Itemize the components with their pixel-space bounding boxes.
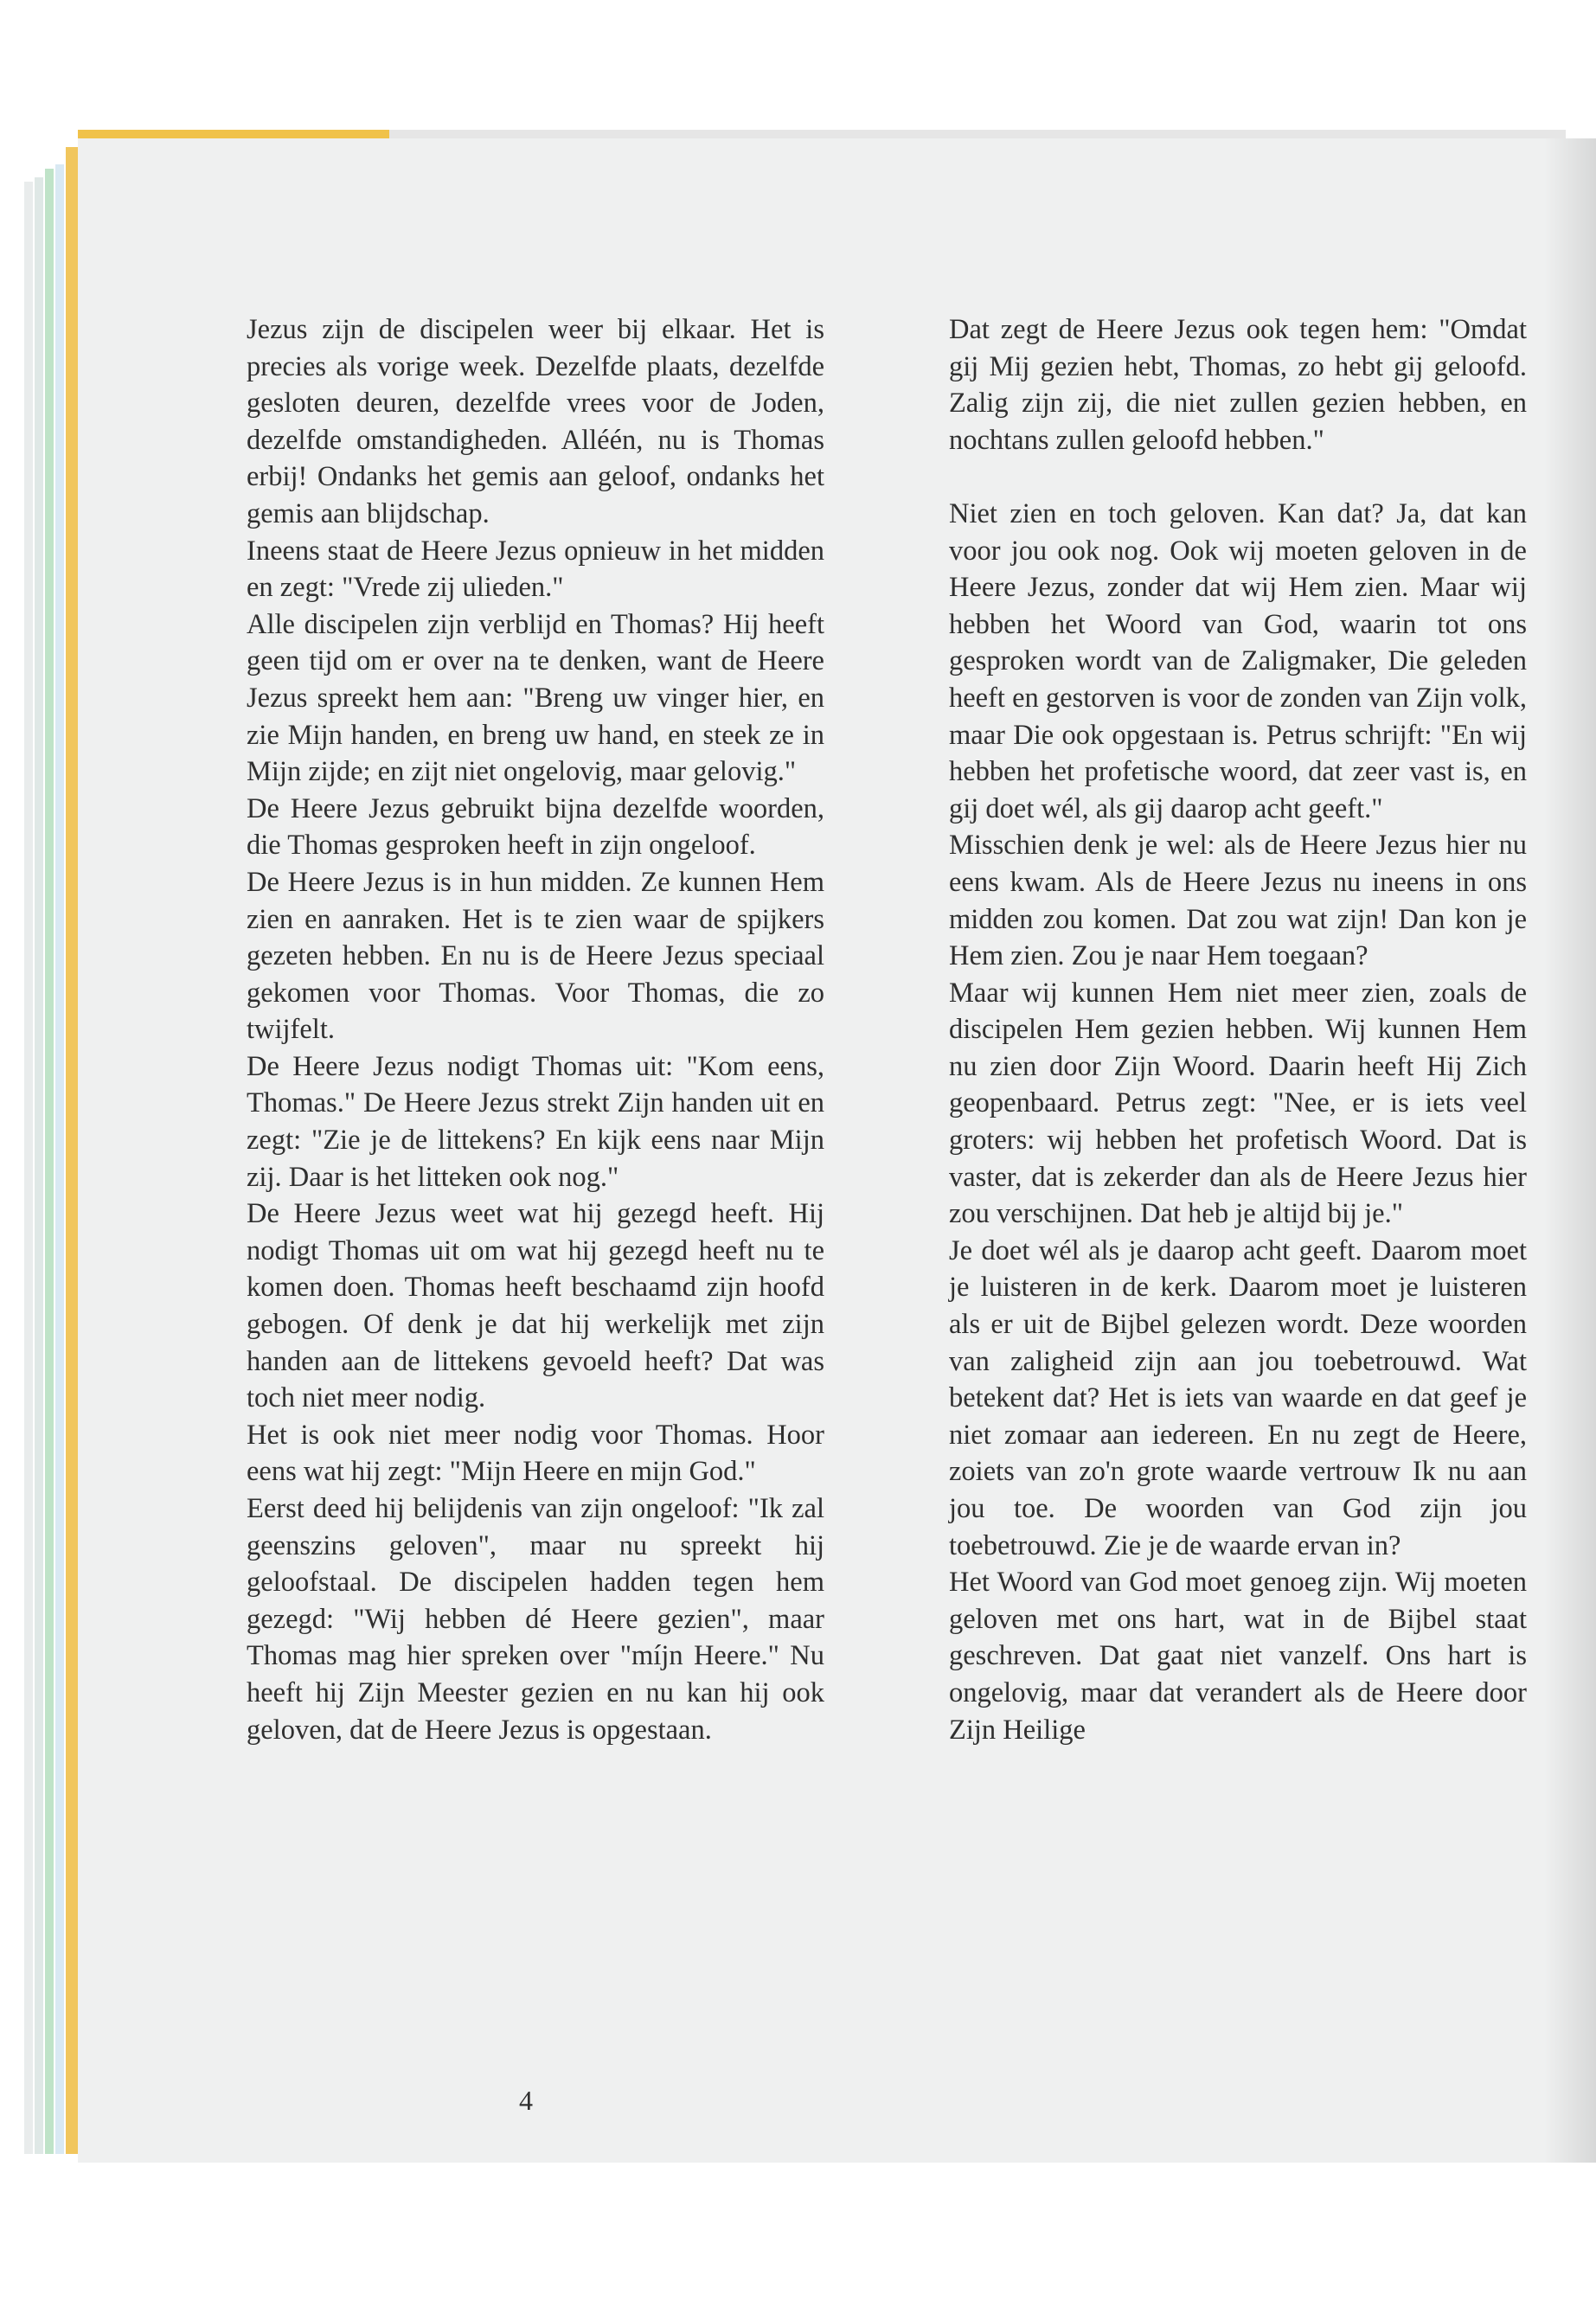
page-edge [45,169,54,2154]
paragraph: De Heere Jezus nodigt Thomas uit: "Kom eens, Thomas." De Heere Jezus strekt Zijn handen uit en zegt: "Zie je de littekens? En kijk eens naar Mijn zij. Daar is het litteken ook nog." [247,1050,824,1193]
paragraph: Ineens staat de Heere Jezus opnieuw in het midden en zegt: "Vrede zij ulieden." [247,535,824,604]
paragraph: Dat zegt de Heere Jezus ook tegen hem: "Omdat gij Mij gezien hebt, Thomas, zo hebt gij geloofd. Zalig zijn zij, die niet zullen gezien hebben, en nochtans zullen geloofd hebben." [949,314,1527,456]
paragraph: Eerst deed hij belijdenis van zijn ongeloof: "Ik zal geenszins geloven", maar nu spreekt hij geloofstaal. De discipelen hadden tegen hem gezegd: "Wij hebben dé Heere gezien", maar Thomas mag hier spreken over "míjn Heere." Nu heeft hij Zijn Meester gezien en nu kan hij ook geloven, dat de Heere Jezus is opgestaan. [247,1493,824,1746]
paragraph: Jezus zijn de discipelen weer bij elkaar. Het is precies als vorige week. Dezelfde plaats, dezelfde gesloten deuren, dezelfde vrees voor de Joden, dezelfde omstandigheden. Alléén, nu is Thomas erbij! Ondanks het gemis aan geloof, ondanks het gemis aan blijdschap. [247,314,824,529]
paragraph: De Heere Jezus weet wat hij gezegd heeft. Hij nodigt Thomas uit om wat hij gezegd heeft nu te komen doen. Thomas heeft beschaamd zijn hoofd gebogen. Of denk je dat hij werkelijk met zijn handen aan de littekens gevoeld heeft? Dat was toch niet meer nodig. [247,1198,824,1414]
page-edge [24,182,33,2154]
paragraph-gap [949,458,1527,496]
paragraph: De Heere Jezus is in hun midden. Ze kunnen Hem zien en aanraken. Het is te zien waar de spijkers gezeten hebben. En nu is de Heere Jezus speciaal gekomen voor Thomas. Voor Thomas, die zo twijfelt. [247,866,824,1046]
paragraph: Alle discipelen zijn verblijd en Thomas? Hij heeft geen tijd om er over na te denken, want de Heere Jezus spreekt hem aan: "Breng uw vinger hier, en zie Mijn handen, en breng uw hand, en steek ze in Mijn zijde; en zijt niet ongelovig, maar gelovig." [247,608,824,788]
paragraph: Het is ook niet meer nodig voor Thomas. Hoor eens wat hij zegt: "Mijn Heere en mijn God." [247,1419,824,1488]
paragraph: Je doet wél als je daarop acht geeft. Daarom moet je luisteren in de kerk. Daarom moet je luisteren als er uit de Bijbel gelezen wordt. Deze woorden van zaligheid zijn aan jou toebetrouwd. Wat betekent dat? Het is iets van waarde en dat geef je niet zomaar aan iedereen. En nu zegt de Heere, zoiets van zo'n grote waarde vertrouw Ik nu aan jou toe. De woorden van God zijn jou toebetrouwd. Zie je de waarde ervan in? [949,1234,1527,1561]
page-spine-shadow [1544,138,1596,2163]
paragraph: De Heere Jezus gebruikt bijna dezelfde woorden, die Thomas gesproken heeft in zijn ongeloof. [247,792,824,862]
page-edge [35,177,43,2154]
paragraph: Het Woord van God moet genoeg zijn. Wij moeten geloven met ons hart, wat in de Bijbel staat geschreven. Dat gaat niet vanzelf. Ons hart is ongelovig, maar dat verandert als de Heere door Zijn Heilige [949,1567,1527,1746]
page-edge [55,164,64,2154]
right-column [949,311,1527,1748]
paragraph: Niet zien en toch geloven. Kan dat? Ja, dat kan voor jou ook nog. Ook wij moeten geloven in de Heere Jezus, zonder dat wij Hem zien. Maar wij hebben het Woord van God, waarin tot ons gesproken wordt van de Zaligmaker, Die geleden heeft en gestorven is voor de zonden van Zijn volk, maar Die ook opgestaan is. Petrus schrijft: "En wij hebben het profetische woord, dat zeer vast is, en gij doet wél, als gij daarop acht geeft." [949,497,1527,824]
paragraph: Misschien denk je wel: als de Heere Jezus hier nu eens kwam. Als de Heere Jezus nu ineens in ons midden zou komen. Dat zou wat zijn! Dan kon je Hem zien. Zou je naar Hem toegaan? [949,830,1527,972]
page-edge [66,147,78,2154]
paragraph: Maar wij kunnen Hem niet meer zien, zoals de discipelen Hem gezien hebben. Wij kunnen Hem nu zien door Zijn Woord. Daarin heeft Hij Zich geopenbaard. Petrus zegt: "Nee, er is iets veel groters: wij hebben het profetisch Woord. Dat is vaster, dat is zekerder dan als de Heere Jezus hier zou verschijnen. Dat heb je altijd bij je." [949,977,1527,1230]
left-column [247,311,824,1748]
page-number: 4 [519,2085,533,2116]
